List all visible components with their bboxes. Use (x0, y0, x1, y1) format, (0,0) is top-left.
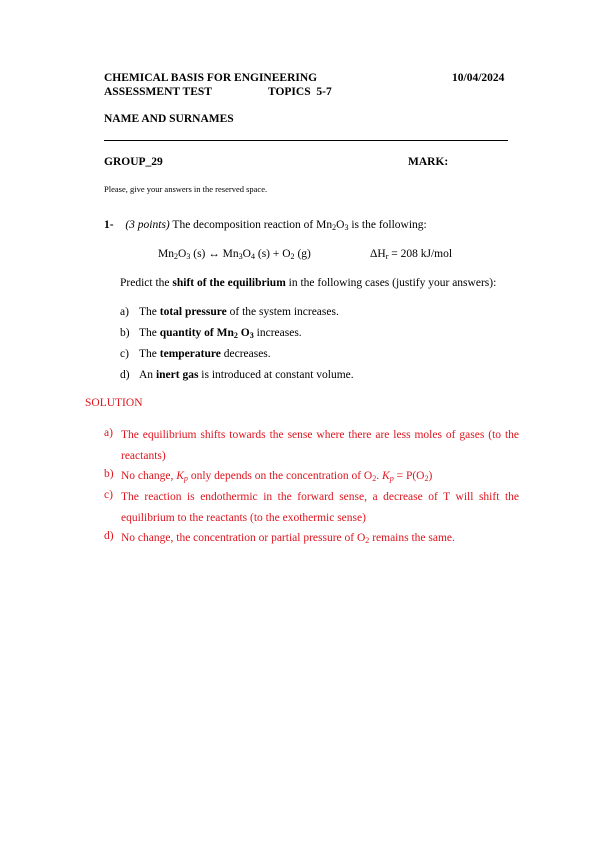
topics-label: TOPICS 5-7 (268, 86, 332, 98)
instructions: Please, give your answers in the reserved space. (104, 184, 268, 194)
reaction-enthalpy: $\Delta H_r = 208$ kJ/mol (370, 248, 453, 261)
question-prompt: Predict the shift of the equilibrium in the following cases (justify your answers): (120, 277, 497, 289)
question-points: (3 points) (125, 219, 170, 231)
question-1: 1- (3 points) The decomposition reaction of $Mn_2O_3$ is the following: (104, 219, 427, 232)
test-type: ASSESSMENT TEST (104, 86, 212, 98)
option-c: c) The temperature decreases. (120, 348, 271, 360)
question-number: 1- (104, 219, 114, 231)
option-b: b) The quantity of $Mn_2$ $O_3$ increases. (120, 327, 302, 340)
mark-label: MARK: (408, 156, 449, 168)
option-a: a) The total pressure of the system increases. (120, 306, 339, 318)
solution-heading: SOLUTION (85, 397, 143, 409)
test-date: 10/04/2024 (452, 72, 505, 84)
course-title: CHEMICAL BASIS FOR ENGINEERING (104, 72, 318, 84)
name-label: NAME AND SURNAMES (104, 113, 234, 125)
group-label: GROUP_29 (104, 156, 163, 168)
reaction-equation: $Mn_2O_3$ (s) ↔ $Mn_3O_4$ $(s) + O_2$ (g) (158, 248, 311, 261)
option-d: d) An inert gas is introduced at constant volume. (120, 369, 354, 381)
name-line (104, 140, 508, 141)
document-page: CHEMICAL BASIS FOR ENGINEERING 10/04/2024 ASSESSMENT TEST TOPICS 5-7 NAME AND SURNAMES GROUP_29 MARK: Please, give your answers in the reserved space. 1- (3 points) The decomposition reaction of $Mn_2O_3$ is the following: $Mn_2O_3$ (s) ↔ $Mn_3O_4$ $(s) + O_2$ (g) $\Delta H_r = 208$ kJ/mol Predict the shift of the equilibrium in the following cases (justify your answers): a) The total pressure of the system increases. b) The quantity of $Mn_2$ $O_3$ increases. c) The temperature decreases. d) An inert gas is introduced at constant volume. SOLUTION a) The equilibrium shifts towards the sense where there are less moles of gases (to the reactants) b) No change, $K_p$ only depends on the concentration of $O_2$. $K_p = P(O_2)$ c) The reaction is endothermic in the forward sense, a decrease of T will shift the equilibrium to the reactants (to the exothermic sense) d) No change, the concentration or partial pressure of $O_2$ remains the same. (85, 72, 519, 545)
